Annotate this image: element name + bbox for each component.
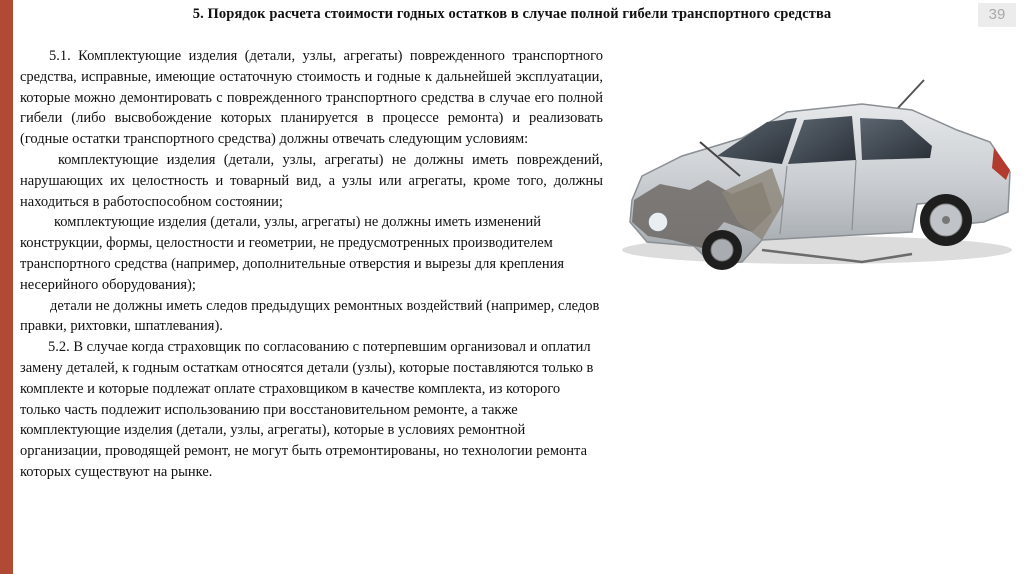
rear-wheel bbox=[920, 194, 972, 246]
slide-body-text bbox=[20, 46, 603, 483]
antenna bbox=[898, 80, 924, 108]
front-wheel bbox=[702, 230, 742, 270]
page-number-badge: 39 bbox=[978, 3, 1016, 27]
damaged-car-image bbox=[612, 72, 1022, 282]
damaged-car-illustration bbox=[612, 72, 1022, 282]
condition-item-repair-traces: детали не должны иметь следов предыдущих ремонтных воздействий (например, следов правки, рихтовки, шпатлевания). bbox=[20, 297, 600, 335]
slide-title: 5. Порядок расчета стоимости годных остатков в случае полной гибели транспортного средства bbox=[192, 6, 832, 22]
left-accent-bar bbox=[0, 0, 13, 574]
paragraph-5-2: 5.2. В случае когда страховщик по согласованию с потерпевшим организовал и оплатил замену деталей, к годным остаткам относятся детали (узлы), которые поставляются только в комплекте и которые подлежат оплате страховщиком в качестве комплекта, из которого только часть подлежит использованию при восстановительном ремонте, а также комплектующие изделия (детали, узлы, агрегаты), которые в условиях ремонтной организации, проводящей ремонт, не могут быть отремонтированы, но технологии ремонта которых существуют на рынке. bbox=[20, 339, 594, 480]
paragraph-5-1: 5.1. Комплектующие изделия (детали, узлы, агрегаты) поврежденного транспортного средства, исправные, имеющие остаточную стоимость и годные к дальнейшей эксплуатации, которые можно демонтировать с поврежденного транспортного средства в случае его полной гибели (либо высвобождение которых планируется в процессе ремонта) и реализовать (годные остатки транспортного средства) должны отвечать следующим условиям: bbox=[20, 48, 603, 148]
headlight bbox=[648, 212, 668, 232]
condition-item-construction: комплектующие изделия (детали, узлы, агрегаты) не должны иметь изменений конструкции, формы, целостности и геометрии, не предусмотренных производителем транспортного средства (например, дополнительные отверстия и вырезы для крепления несерийного оборудования); bbox=[20, 214, 565, 293]
condition-item-integrity: комплектующие изделия (детали, узлы, агрегаты) не должны иметь повреждений, нарушающих их целостность и товарный вид, а узлы или агрегаты, кроме того, должны находиться в работоспособном состоянии; bbox=[20, 151, 603, 210]
